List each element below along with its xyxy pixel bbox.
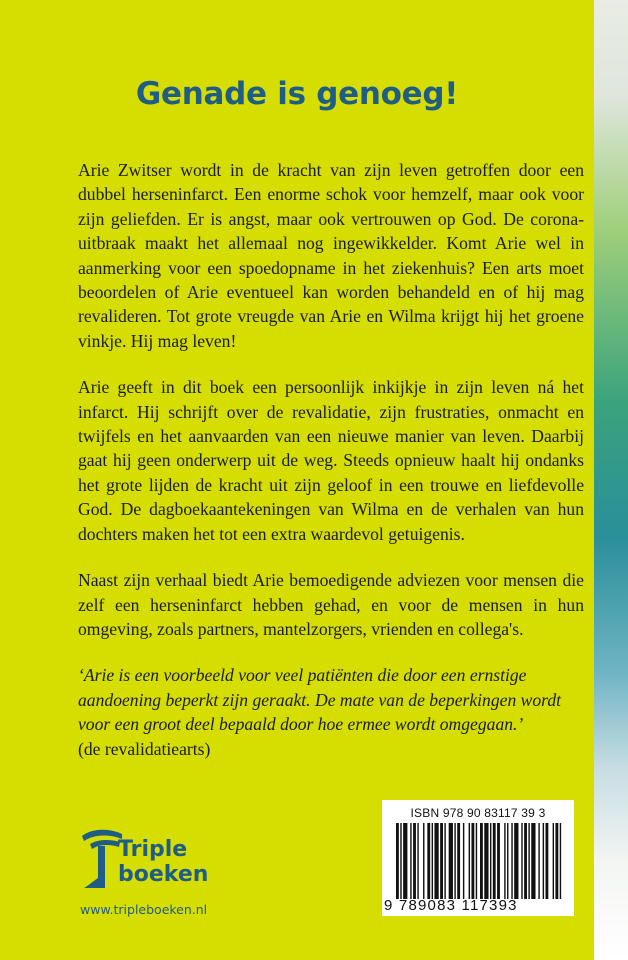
quote-attribution: (de revalidatiearts) [78,738,211,759]
barcode-bar [543,823,544,899]
barcode-bar [531,823,535,899]
barcode-bars [396,823,564,899]
barcode-bar [403,823,407,899]
barcode-bar [553,823,554,899]
barcode-bar [490,823,491,899]
publisher-name [118,837,208,887]
barcode-bar [454,823,455,899]
barcode-bar [524,823,527,899]
barcode-bar [476,823,477,899]
review-quote: ‘Arie is een voorbeeld voor veel patiënten die door een ernstige aandoening beperkt zijn geraakt. De mate van de beperkingen wordt voor een groot deel bepaald door hoe ermee wordt omgegaan.’ [78,665,562,735]
barcode-bar [507,823,508,899]
barcode-bar [545,823,548,899]
blurb-paragraph-2: Arie geeft in dit boek een persoonlijk inkijkje in zijn leven ná het infarct. Hij schrijft over de revalidatie, zijn frustraties, onmacht en twijfels en het aanvaarden van een nieuwe manier van leven. Daarbij gaat hij geen onderwerp uit de weg. Steeds opnieuw haalt hij ondanks het grote lijden de kracht uit zijn geloof in een trouwe en liefdevolle God. De dagboekaantekeningen van Wilma en de verhalen van hun dochters maken het tot een extra waardevol getuigenis. [78,377,584,544]
barcode-bar [469,823,470,899]
book-title: Genade is genoeg! [135,76,459,112]
barcode-digits: 9 789083 117393 [384,897,518,914]
blurb-paragraph-3: Naast zijn verhaal biedt Arie bemoedigende adviezen voor mensen die zelf een herseninfarct hebben gehad, en voor de mensen in hun omgeving, zoals partners, mantelzorgers, vrienden en collega's. [78,570,584,639]
barcode-bar [423,823,424,899]
blurb [78,158,584,761]
barcode-bar [560,823,561,899]
barcode-bar [528,823,529,899]
barcode-bar [434,823,438,899]
barcode-bar [538,823,539,899]
publisher-website[interactable]: www.tripleboeken.nl [80,902,208,917]
barcode-bar [484,823,488,899]
barcode-bar [497,823,500,899]
front-cover-edge-strip [594,0,628,960]
barcode-bar [432,823,433,899]
barcode-bar [555,823,558,899]
blurb-paragraph-1: Arie Zwitser wordt in de kracht van zijn leven getroffen door een dubbel herseninfarct. Een enorme schok voor hemzelf, maar ook voor zijn geliefden. Er is angst, maar ook vertrouwen op God. De corona-uitbraak maakt het allemaal nog ingewikkelder. Komt Arie wel in aanmerking voor een spoedopname in het ziekenhuis? Een arts moet beoordelen of Arie eventueel kan worden behandeld en of hij mag revalideren. Tot grote vreugde van Arie en Wilma krijgt hij het groene vinkje. Hij mag leven! [78,160,584,351]
barcode-bar [457,823,460,899]
barcode-bar [521,823,522,899]
barcode-bar [511,823,512,899]
barcode-bar [400,823,401,899]
barcode-bar [413,823,416,899]
publisher-name-line-1: Triple [118,837,188,862]
barcode-bar [449,823,453,899]
barcode-bar [440,823,443,899]
isbn-label: ISBN 978 90 83117 39 3 [410,806,546,820]
barcode-bar [410,823,411,899]
barcode-bar [463,823,464,899]
publisher-name-line-2: boeken [118,862,209,887]
barcode-bar [444,823,445,899]
barcode-bar [417,823,418,899]
barcode-bar [493,823,496,899]
barcode-bar [504,823,505,899]
barcode-bar [396,823,399,899]
isbn-barcode [382,800,574,916]
barcode-bar [514,823,518,899]
barcode-bar [471,823,474,899]
barcode-bar [427,823,430,899]
barcode-bar [480,823,483,899]
publisher-logo [80,826,240,896]
